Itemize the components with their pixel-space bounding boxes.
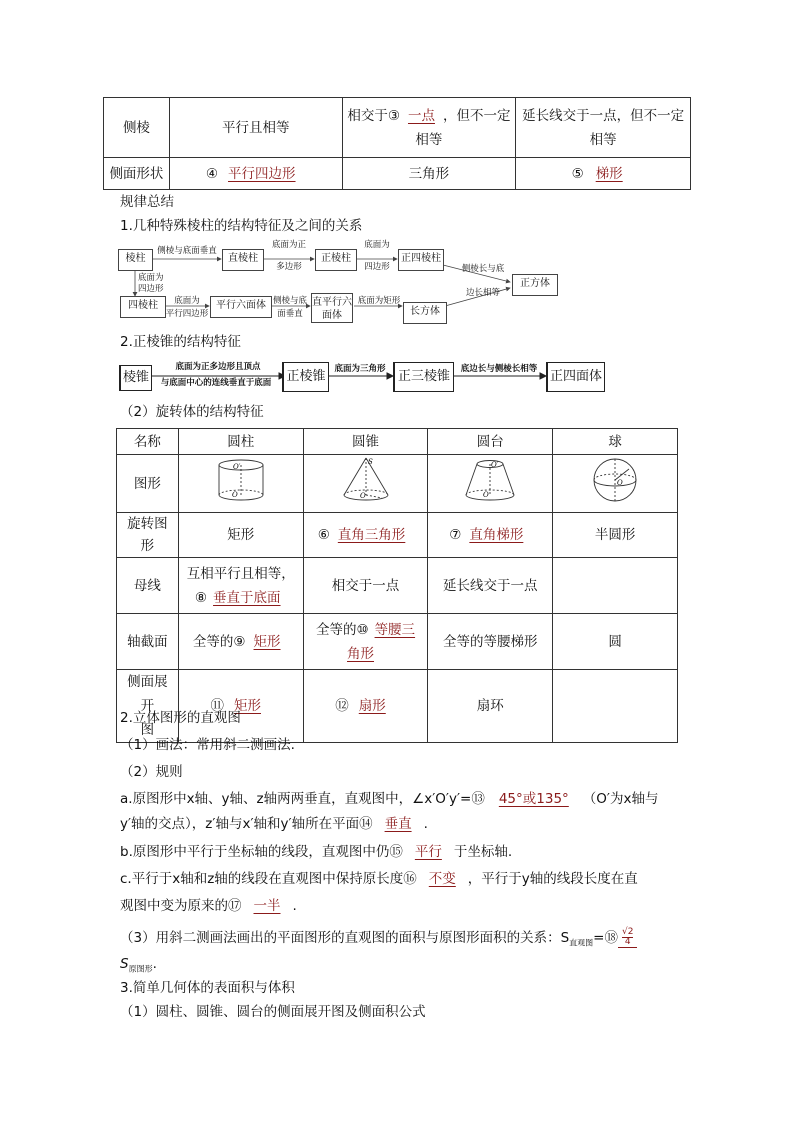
svg-text:O: O bbox=[231, 491, 238, 499]
answer-blank: 垂直 bbox=[384, 816, 412, 832]
cell: 互相平行且相等， ⑧ 垂直于底面 bbox=[178, 558, 303, 614]
solid-of-revolution-table bbox=[116, 428, 678, 743]
row-label: 侧面展开 图 bbox=[117, 670, 179, 743]
rule-a: a.原图形中x轴、y轴、z轴两两垂直，直观图中，∠x′O′y′=⑬ 45°或135° （O′为x轴与 bbox=[120, 791, 659, 807]
box-right-parallelepiped: 直平行六面体 bbox=[311, 293, 353, 323]
arrow-label: 面垂直 bbox=[277, 309, 303, 319]
svg-text:O′: O′ bbox=[232, 463, 241, 471]
svg-text:O′: O′ bbox=[491, 461, 499, 469]
cell: 相交于一点 bbox=[303, 558, 428, 614]
cell: 全等的等腰梯形 bbox=[428, 614, 553, 670]
cell: ⑥ 直角三角形 bbox=[303, 513, 428, 558]
table-row bbox=[117, 614, 678, 670]
box-quad-prism: 四棱柱 bbox=[120, 296, 166, 318]
answer-blank: 平行四边形 bbox=[228, 165, 296, 182]
cell: 矩形 bbox=[178, 513, 303, 558]
paragraph: （1）圆柱、圆锥、圆台的侧面展开图及侧面积公式 bbox=[120, 1004, 426, 1020]
arrow-label: 侧棱与底 bbox=[272, 296, 307, 306]
cell: 三角形 bbox=[342, 158, 516, 190]
cell: ⑫ 扇形 bbox=[303, 670, 428, 743]
rule-c-cont: 观图中变为原来的⑰ 一半 . bbox=[120, 898, 297, 914]
answer-blank: 矩形 bbox=[233, 698, 261, 714]
svg-text:O: O bbox=[483, 491, 490, 499]
answer-blank: 角形 bbox=[347, 645, 375, 662]
rule-b: b.原图形中平行于坐标轴的线段，直观图中仍⑮ 平行 于坐标轴. bbox=[120, 844, 513, 860]
arrow-label: 底面为 bbox=[138, 273, 164, 283]
table-row bbox=[117, 513, 678, 558]
area-relation: （3）用斜二测画法画出的平面图形的直观图的面积与原图形面积的关系：$S_{直观图}=⑱$ $\frac{√2}{4}$ bbox=[120, 928, 637, 954]
row-label: 轴截面 bbox=[117, 614, 179, 670]
header-cell: 圆柱 bbox=[178, 429, 303, 455]
cell: ⑤ 梯形 bbox=[516, 158, 691, 190]
frustum-icon bbox=[460, 457, 520, 503]
cell: 延长线交于一点，但不一定相等 bbox=[516, 98, 691, 158]
cell: ④ 平行四边形 bbox=[169, 158, 342, 190]
table-row bbox=[104, 158, 691, 190]
header-cell: 圆锥 bbox=[303, 429, 428, 455]
answer-blank: 垂直于底面 bbox=[213, 589, 281, 606]
answer-blank: 直角梯形 bbox=[469, 527, 524, 543]
sphere-icon bbox=[587, 455, 643, 505]
arrow-label: 侧棱长与底 bbox=[461, 264, 505, 274]
arrow-label: 底面为 bbox=[364, 240, 390, 250]
row-label: 母线 bbox=[117, 558, 179, 614]
pyramid-relation-diagram bbox=[119, 356, 609, 396]
row-label: 旋转图形 bbox=[117, 513, 179, 558]
arrow-label: 平行四边形 bbox=[165, 309, 209, 319]
cell bbox=[553, 670, 678, 743]
prism-pyramid-table bbox=[103, 97, 691, 190]
arrow-label: 侧棱与底面垂直 bbox=[157, 246, 217, 256]
arrow-label: 底边长与侧棱长相等 bbox=[460, 364, 538, 374]
paragraph: （2）规则 bbox=[120, 764, 183, 780]
box-right-prism: 直棱柱 bbox=[222, 249, 264, 271]
answer-blank: 梯形 bbox=[595, 165, 623, 182]
arrow-label: 与底面中心的连线垂直于底面 bbox=[160, 378, 272, 388]
answer-blank: 平行 bbox=[414, 844, 442, 860]
answer-blank: 矩形 bbox=[253, 633, 281, 650]
arrow-label: 四边形 bbox=[364, 262, 390, 272]
paragraph: （1）画法：常用斜二测画法. bbox=[120, 737, 295, 753]
arrow-label: 边长相等 bbox=[465, 288, 500, 298]
svg-text:O: O bbox=[617, 479, 623, 487]
arrow-label: 底面为 bbox=[174, 296, 200, 306]
cylinder-figure bbox=[178, 455, 303, 513]
header-cell: 圆台 bbox=[428, 429, 553, 455]
cell: ⑪ 矩形 bbox=[178, 670, 303, 743]
box-regular-prism: 正棱柱 bbox=[315, 249, 357, 271]
box-regular-tetrahedron: 正四面体 bbox=[546, 362, 605, 392]
header-cell: 球 bbox=[553, 429, 678, 455]
box-cube: 正方体 bbox=[512, 274, 558, 296]
section-title: （2）旋转体的结构特征 bbox=[120, 404, 264, 420]
arrow-label: 多边形 bbox=[276, 262, 302, 272]
cell: 圆 bbox=[553, 614, 678, 670]
section-title: 3.简单几何体的表面积与体积 bbox=[120, 980, 295, 996]
box-regular-tri-pyramid: 正三棱锥 bbox=[393, 362, 454, 392]
header-cell: 名称 bbox=[117, 429, 179, 455]
box-regular-pyramid: 正棱锥 bbox=[282, 362, 329, 392]
arrow-label: 底面为正 bbox=[271, 240, 306, 250]
section-title: 2.正棱锥的结构特征 bbox=[120, 334, 241, 350]
answer-blank: $\frac{√2}{4}$ bbox=[618, 928, 637, 948]
svg-text:S: S bbox=[367, 458, 373, 466]
cell: 扇环 bbox=[428, 670, 553, 743]
area-relation-cont: $S_{原图形}$. bbox=[120, 956, 157, 974]
cell: ⑦ 直角梯形 bbox=[428, 513, 553, 558]
arrow-label: 底面为三角形 bbox=[334, 364, 386, 374]
cone-icon bbox=[336, 455, 396, 505]
cell: 平行且相等 bbox=[169, 98, 342, 158]
row-label: 侧面形状 bbox=[104, 158, 170, 190]
cell: 相交于③ 一点 ，但不一定相等 bbox=[342, 98, 516, 158]
answer-blank: 45°或135° bbox=[498, 791, 569, 807]
cylinder-icon bbox=[211, 457, 271, 503]
table-row bbox=[117, 558, 678, 614]
answer-blank: 一半 bbox=[253, 898, 281, 914]
cell: 延长线交于一点 bbox=[428, 558, 553, 614]
cone-figure bbox=[303, 455, 428, 513]
answer-blank: 一点 bbox=[407, 107, 435, 124]
svg-text:O: O bbox=[359, 492, 366, 500]
answer-blank: 扇形 bbox=[358, 698, 386, 714]
table-row bbox=[117, 455, 678, 513]
prism-relation-diagram bbox=[118, 240, 568, 330]
section-title: 1.几种特殊棱柱的结构特征及之间的关系 bbox=[120, 218, 363, 234]
section-title: 2.立体图形的直观图 bbox=[120, 710, 241, 726]
rule-a-cont: y′轴的交点），z′轴与x′轴和y′轴所在平面⑭ 垂直 . bbox=[120, 816, 428, 832]
summary-title: 规律总结 bbox=[120, 194, 174, 210]
cell: 半圆形 bbox=[553, 513, 678, 558]
box-regular-quad-prism: 正四棱柱 bbox=[398, 249, 444, 271]
box-pyramid: 棱锥 bbox=[119, 365, 152, 391]
arrow-label: 四边形 bbox=[138, 284, 164, 294]
frustum-figure bbox=[428, 455, 553, 513]
table-row bbox=[104, 98, 691, 158]
box-parallelepiped: 平行六面体 bbox=[210, 296, 272, 318]
row-label: 侧棱 bbox=[104, 98, 170, 158]
arrow-label: 底面为矩形 bbox=[357, 296, 401, 306]
cell: 全等的⑨ 矩形 bbox=[178, 614, 303, 670]
table-header-row bbox=[117, 429, 678, 455]
box-prism: 棱柱 bbox=[118, 249, 153, 271]
answer-blank: 直角三角形 bbox=[337, 527, 406, 543]
sphere-figure bbox=[553, 455, 678, 513]
arrow-label: 底面为正多边形且顶点 bbox=[175, 362, 261, 372]
answer-blank: 等腰三 bbox=[374, 621, 416, 638]
row-label: 图形 bbox=[117, 455, 179, 513]
rule-c: c.平行于x轴和z轴的线段在直观图中保持原长度⑯ 不变 ，平行于y轴的线段长度在直 bbox=[120, 871, 638, 887]
answer-blank: 不变 bbox=[428, 871, 456, 887]
box-cuboid: 长方体 bbox=[403, 302, 447, 324]
cell bbox=[553, 558, 678, 614]
cell: 全等的⑩ 等腰三 角形 bbox=[303, 614, 428, 670]
table-row bbox=[117, 670, 678, 743]
